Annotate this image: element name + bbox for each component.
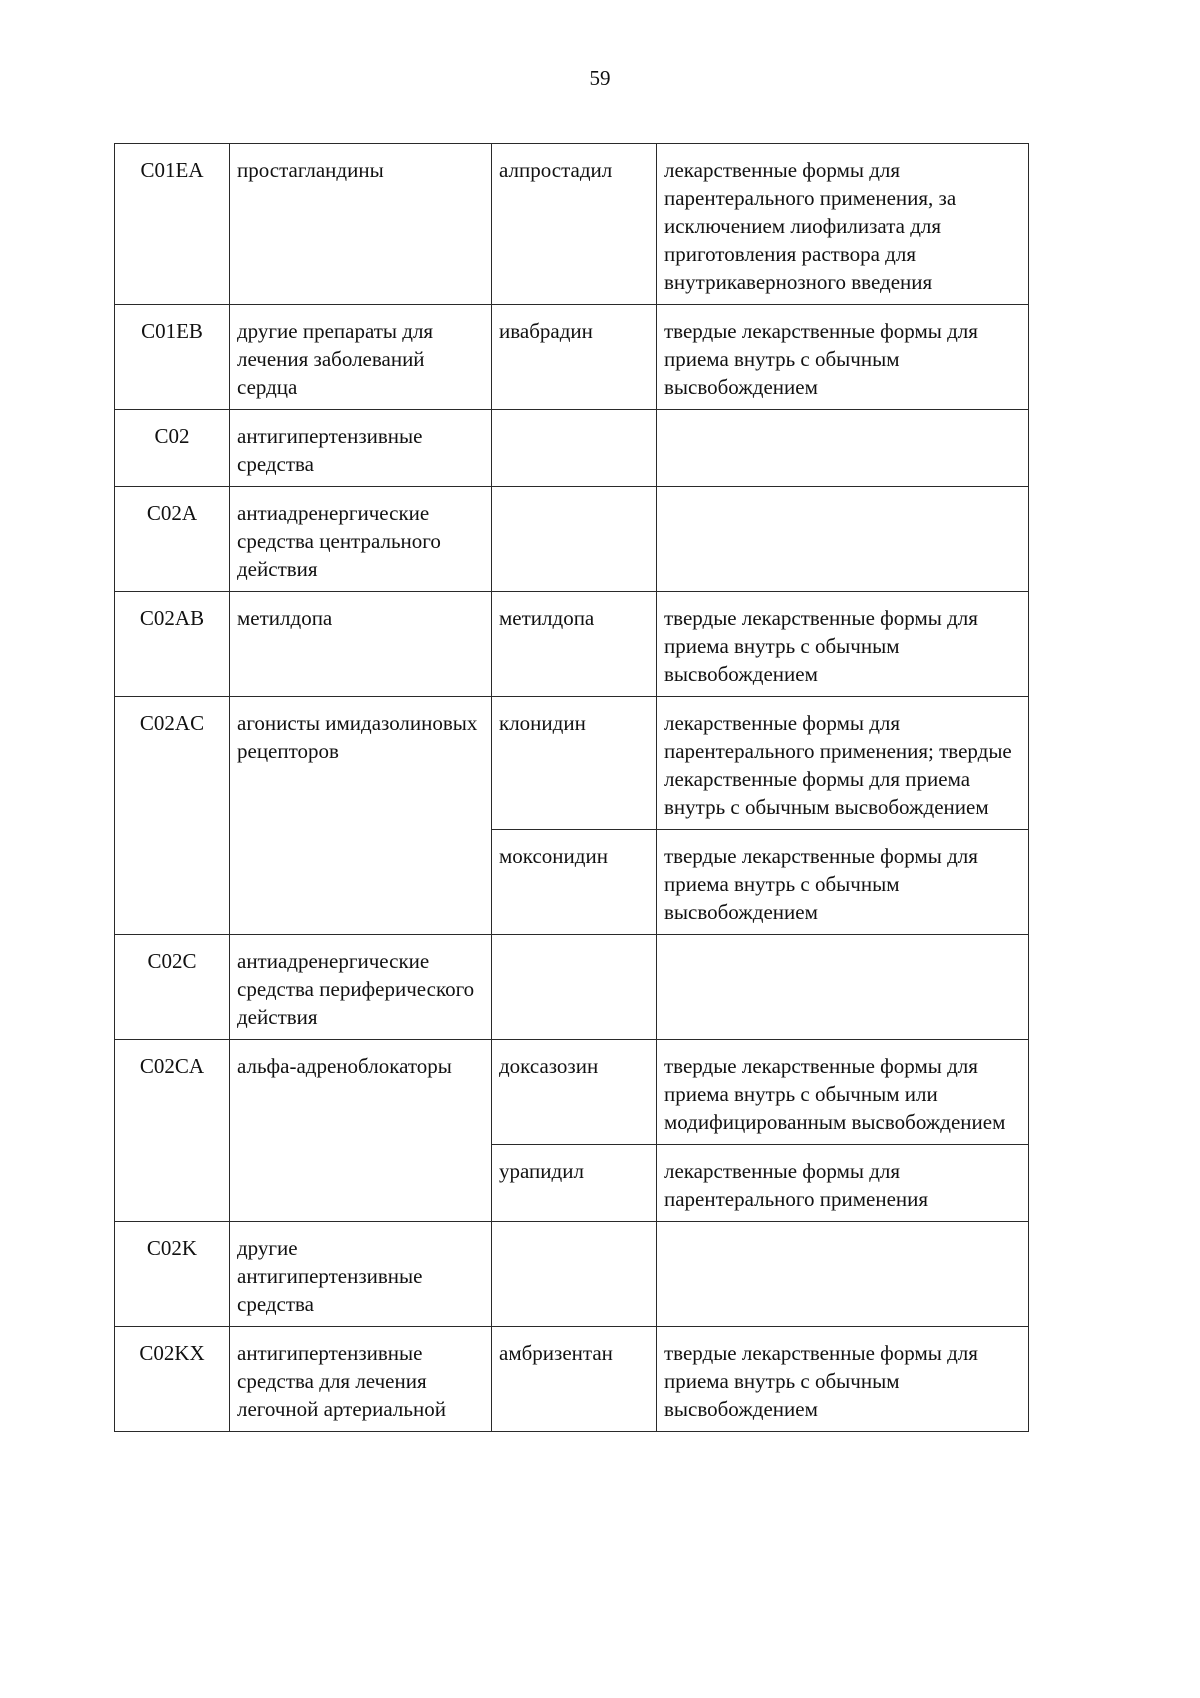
- table-body: [115, 144, 1029, 1432]
- anatomical-group-cell: агонисты имидазолиновых рецепторов: [230, 697, 492, 935]
- atc-code-cell: C02KX: [115, 1327, 230, 1432]
- table-row: [115, 144, 1029, 305]
- drug-name-cell: [492, 487, 657, 592]
- atc-code-cell: C02CA: [115, 1040, 230, 1222]
- atc-code-cell: C02AB: [115, 592, 230, 697]
- dosage-forms-cell: [657, 1222, 1029, 1327]
- dosage-forms-cell: твердые лекарственные формы для приема внутрь с обычным высвобождением: [657, 1327, 1029, 1432]
- dosage-forms-cell: [657, 410, 1029, 487]
- dosage-forms-cell: [657, 935, 1029, 1040]
- atc-code-cell: C01EB: [115, 305, 230, 410]
- table-row: [115, 592, 1029, 697]
- drug-name-cell: урапидил: [492, 1145, 657, 1222]
- anatomical-group-cell: метилдопа: [230, 592, 492, 697]
- dosage-forms-cell: лекарственные формы для парентерального применения, за исключением лиофилизата для приготовления раствора для внутрикавернозного введения: [657, 144, 1029, 305]
- drug-name-cell: [492, 935, 657, 1040]
- dosage-forms-cell: твердые лекарственные формы для приема внутрь с обычным высвобождением: [657, 592, 1029, 697]
- anatomical-group-cell: антигипертензивные средства: [230, 410, 492, 487]
- drug-table: [114, 143, 1029, 1432]
- anatomical-group-cell: альфа-адреноблокаторы: [230, 1040, 492, 1222]
- dosage-forms-cell: лекарственные формы для парентерального применения; твердые лекарственные формы для приема внутрь с обычным высвобождением: [657, 697, 1029, 830]
- atc-code-cell: C02K: [115, 1222, 230, 1327]
- drug-name-cell: клонидин: [492, 697, 657, 830]
- anatomical-group-cell: антиадренергические средства центрального действия: [230, 487, 492, 592]
- table-row: [115, 410, 1029, 487]
- table-row: [115, 487, 1029, 592]
- table-row: [115, 935, 1029, 1040]
- drug-name-cell: доксазозин: [492, 1040, 657, 1145]
- anatomical-group-cell: антигипертензивные средства для лечения легочной артериальной: [230, 1327, 492, 1432]
- anatomical-group-cell: антиадренергические средства периферического действия: [230, 935, 492, 1040]
- dosage-forms-cell: [657, 487, 1029, 592]
- anatomical-group-cell: другие антигипертензивные средства: [230, 1222, 492, 1327]
- drug-name-cell: моксонидин: [492, 830, 657, 935]
- drug-name-cell: метилдопа: [492, 592, 657, 697]
- atc-code-cell: C02C: [115, 935, 230, 1040]
- drug-name-cell: [492, 1222, 657, 1327]
- dosage-forms-cell: твердые лекарственные формы для приема внутрь с обычным или модифицированным высвобождением: [657, 1040, 1029, 1145]
- dosage-forms-cell: лекарственные формы для парентерального применения: [657, 1145, 1029, 1222]
- table-row: [115, 1040, 1029, 1145]
- dosage-forms-cell: твердые лекарственные формы для приема внутрь с обычным высвобождением: [657, 305, 1029, 410]
- drug-name-cell: алпростадил: [492, 144, 657, 305]
- atc-code-cell: C02A: [115, 487, 230, 592]
- drug-name-cell: [492, 410, 657, 487]
- atc-code-cell: C02AC: [115, 697, 230, 935]
- table-row: [115, 1222, 1029, 1327]
- table-row: [115, 305, 1029, 410]
- page-number: 59: [589, 66, 611, 90]
- drug-name-cell: амбризентан: [492, 1327, 657, 1432]
- atc-code-cell: C01EA: [115, 144, 230, 305]
- anatomical-group-cell: простагландины: [230, 144, 492, 305]
- table-row: [115, 1327, 1029, 1432]
- table-row: [115, 697, 1029, 830]
- anatomical-group-cell: другие препараты для лечения заболеваний сердца: [230, 305, 492, 410]
- dosage-forms-cell: твердые лекарственные формы для приема внутрь с обычным высвобождением: [657, 830, 1029, 935]
- atc-code-cell: C02: [115, 410, 230, 487]
- drug-name-cell: ивабрадин: [492, 305, 657, 410]
